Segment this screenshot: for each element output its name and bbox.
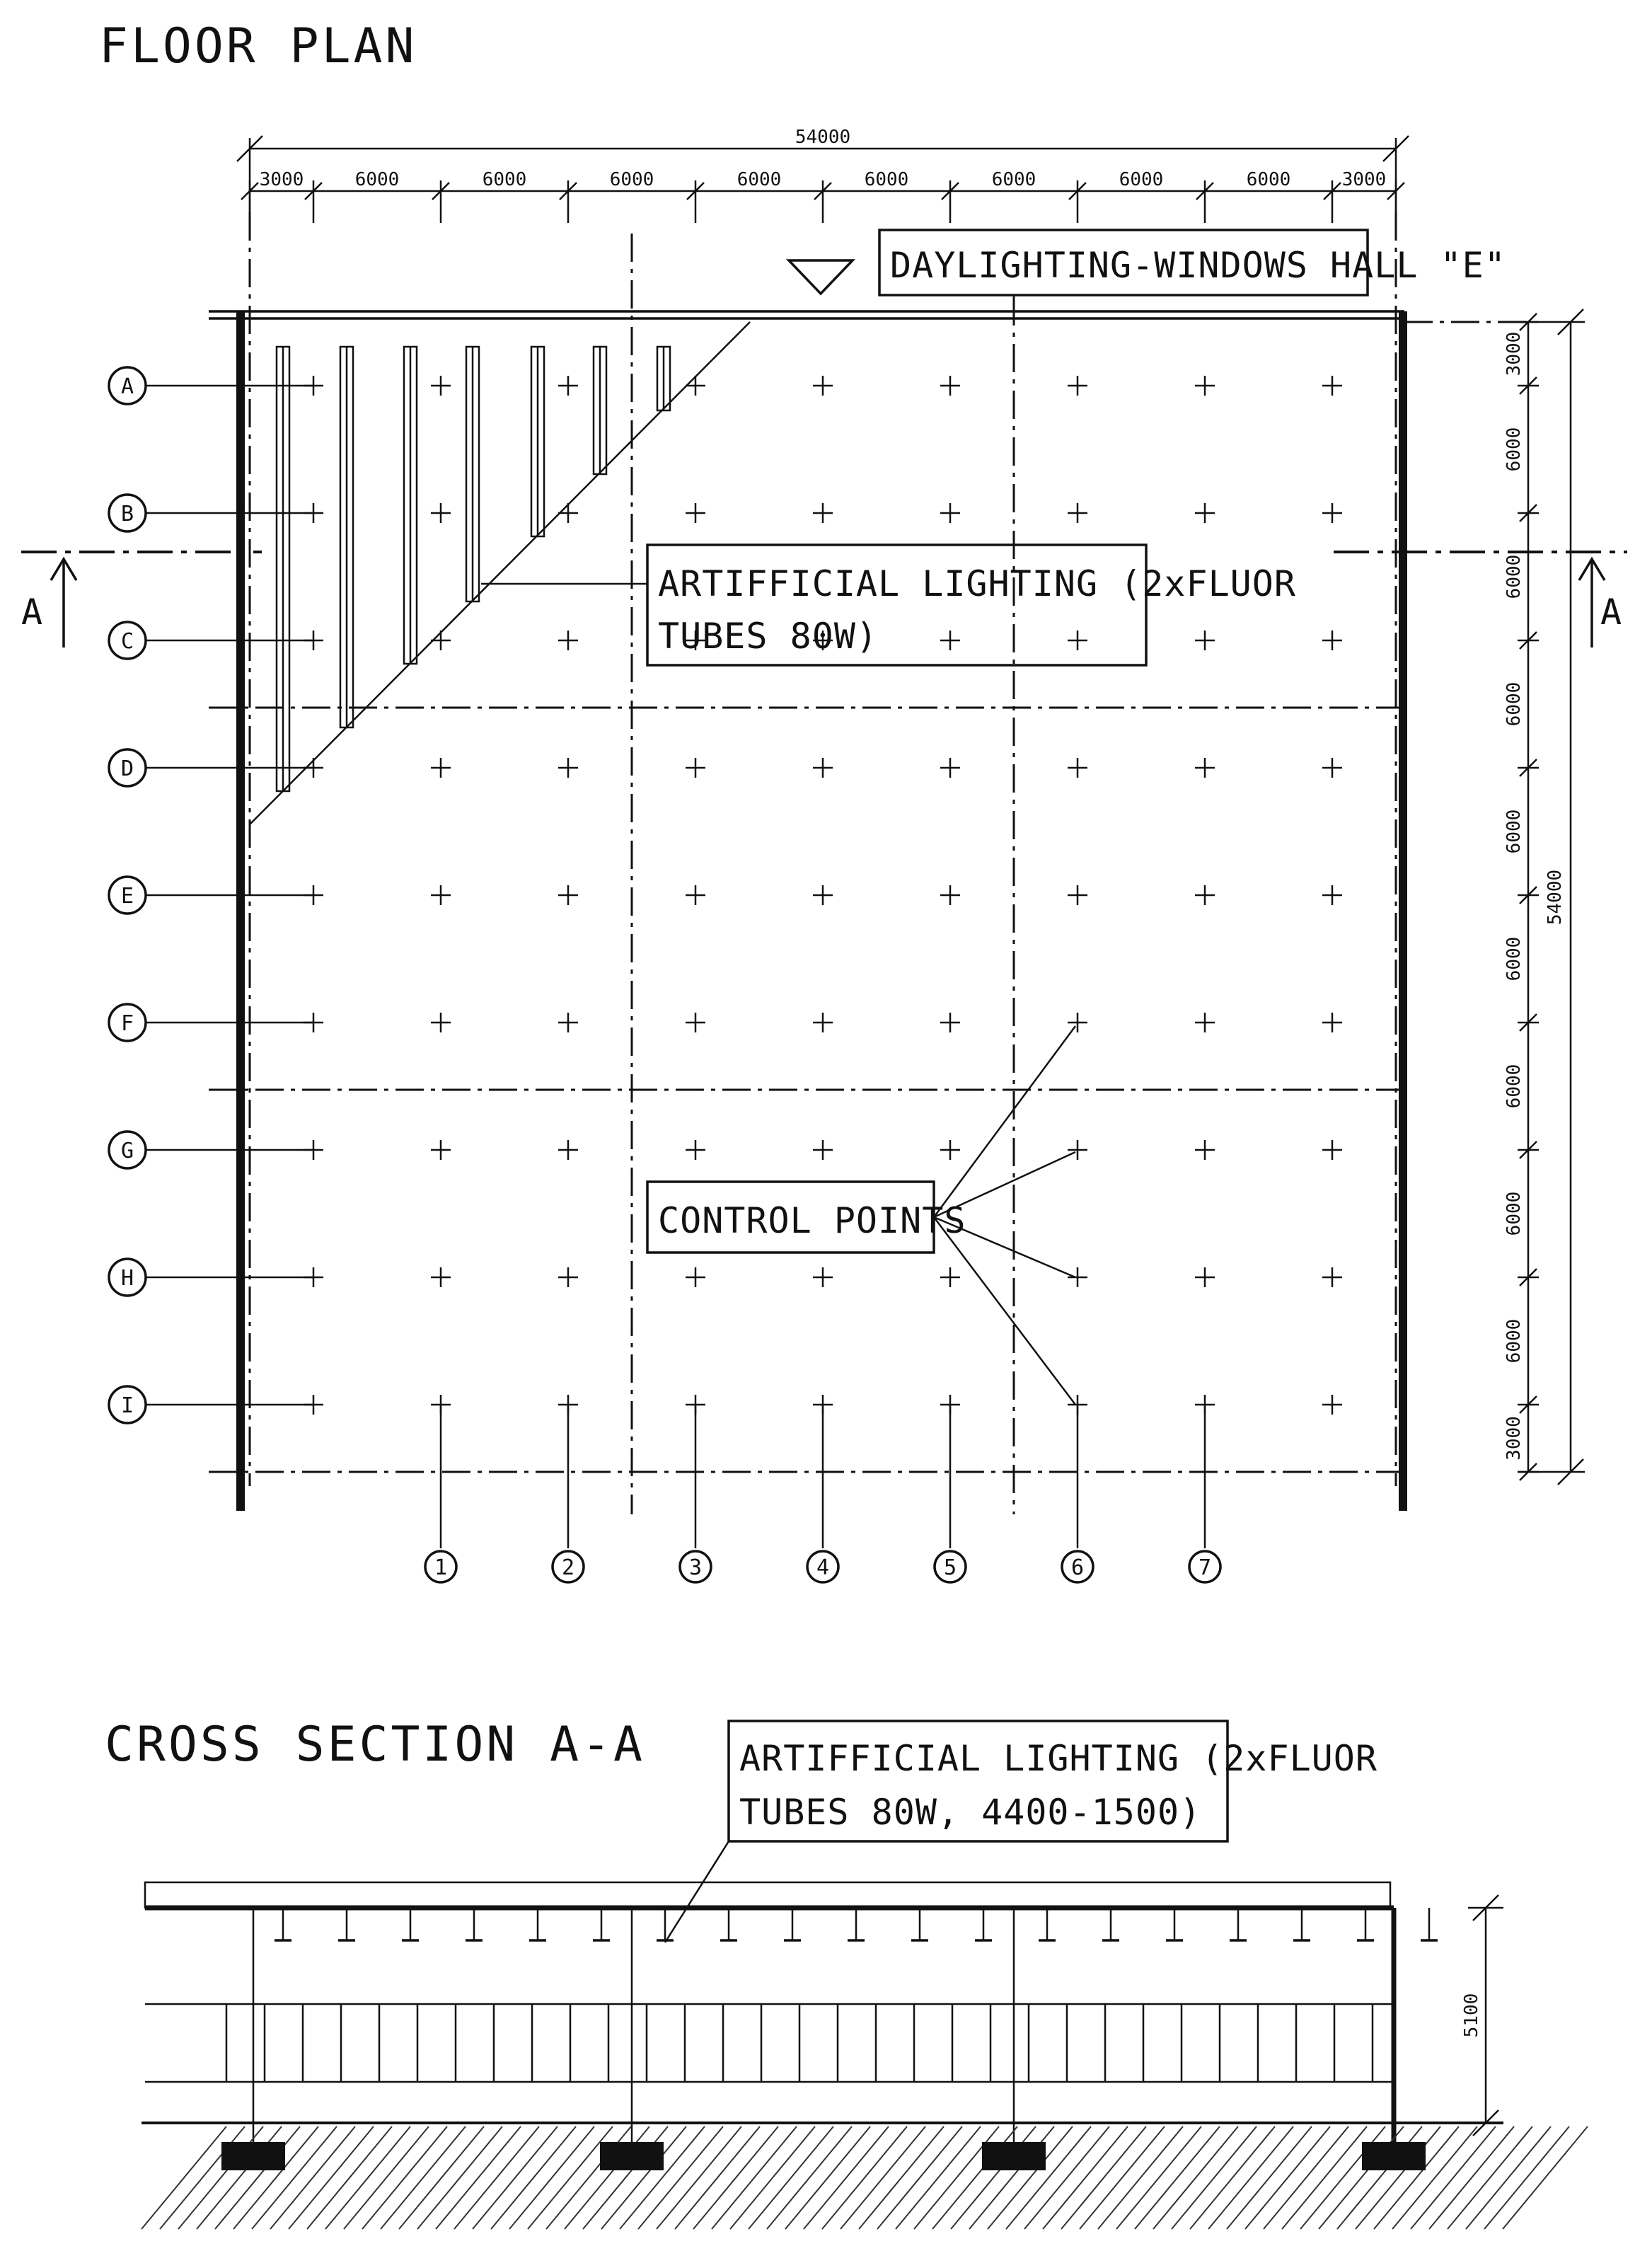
svg-text:A: A: [120, 374, 134, 399]
control-point: [304, 376, 323, 396]
control-point: [940, 758, 960, 778]
control-point: [1068, 376, 1087, 396]
control-point: [558, 503, 578, 523]
row-spacing-label: 6000: [1503, 1191, 1525, 1236]
pendant-luminaire: [593, 1908, 610, 1940]
control-point: [304, 1140, 323, 1160]
column-spacing-label: 6000: [991, 169, 1036, 190]
control-point: [1068, 885, 1087, 905]
column-grid-bubbles: [425, 1405, 1220, 1582]
footing: [1362, 2142, 1426, 2170]
pendant-luminaire: [1421, 1908, 1438, 1940]
column-spacing-label: 6000: [609, 169, 654, 190]
control-point: [558, 885, 578, 905]
control-point-grid: [304, 376, 1342, 1415]
column-spacing-label: 3000: [259, 169, 304, 190]
section-marker-left: A: [21, 592, 44, 633]
control-point: [686, 376, 705, 396]
svg-text:F: F: [120, 1011, 134, 1036]
control-point: [813, 1140, 833, 1160]
section-structure: [145, 1882, 1438, 2151]
row-spacing-label: 6000: [1503, 681, 1525, 727]
pendant-luminaire: [911, 1908, 928, 1940]
pendant-luminaire: [657, 1908, 674, 1940]
column-bubble-3: [680, 1405, 711, 1582]
control-point: [558, 1395, 578, 1415]
column-spacing-label: 3000: [1341, 169, 1387, 190]
control-point: [1322, 631, 1342, 650]
control-point: [940, 1267, 960, 1287]
control-point: [1068, 1140, 1087, 1160]
control-point: [1068, 503, 1087, 523]
pendant-luminaire: [975, 1908, 992, 1940]
top-dimension-chain: [237, 127, 1409, 223]
pendant-luminaire: [1293, 1908, 1310, 1940]
light-fixture: [340, 347, 353, 727]
row-spacing-label: 6000: [1503, 936, 1525, 981]
control-point: [813, 885, 833, 905]
right-dimension-chain: [1503, 309, 1585, 1485]
svg-text:G: G: [120, 1139, 134, 1163]
svg-text:3: 3: [688, 1555, 703, 1580]
control-point: [813, 1267, 833, 1287]
control-point: [304, 885, 323, 905]
building-outline: [209, 311, 1528, 1511]
pendant-luminaire: [720, 1908, 737, 1940]
artificial-lighting-label-line2: TUBES 80W): [658, 616, 879, 657]
column-bubble-1: [425, 1405, 456, 1582]
pendant-luminaire: [275, 1908, 291, 1940]
control-point: [304, 1395, 323, 1415]
pendant-luminaire: [466, 1908, 483, 1940]
svg-text:H: H: [120, 1266, 134, 1291]
control-point: [1195, 1267, 1215, 1287]
svg-text:6: 6: [1070, 1555, 1085, 1580]
column-bubble-2: [553, 1405, 584, 1582]
control-point: [940, 1140, 960, 1160]
control-point: [1322, 376, 1342, 396]
control-point: [431, 631, 451, 650]
control-point: [558, 758, 578, 778]
section-lighting-label-line2: TUBES 80W, 4400-1500): [739, 1792, 1202, 1833]
pendant-luminaire: [1039, 1908, 1056, 1940]
ground-and-footings: [141, 2123, 1588, 2229]
control-point: [1195, 631, 1215, 650]
svg-text:4: 4: [816, 1555, 830, 1580]
control-point: [558, 1140, 578, 1160]
row-spacing-label: 6000: [1503, 427, 1525, 472]
control-point: [686, 885, 705, 905]
svg-text:D: D: [120, 756, 134, 781]
control-point: [686, 1395, 705, 1415]
pendant-luminaire: [402, 1908, 419, 1940]
svg-text:B: B: [120, 502, 134, 526]
pendant-luminaire: [784, 1908, 801, 1940]
control-point: [1195, 758, 1215, 778]
artificial-lighting-callout: [481, 545, 1296, 665]
overall-width-label: 54000: [795, 127, 851, 148]
light-fixture: [531, 347, 544, 536]
column-spacing-label: 6000: [482, 169, 527, 190]
control-point: [1195, 1395, 1215, 1415]
control-point: [813, 376, 833, 396]
control-point: [1322, 758, 1342, 778]
control-point: [558, 1267, 578, 1287]
control-point: [940, 885, 960, 905]
artificial-lighting-label-line1: ARTIFFICIAL LIGHTING (2xFLUOR: [658, 563, 1296, 604]
control-point: [686, 1267, 705, 1287]
floor-plan-title: FLOOR PLAN: [99, 18, 417, 74]
control-point: [1322, 503, 1342, 523]
control-point: [1068, 631, 1087, 650]
column-spacing-label: 6000: [737, 169, 782, 190]
control-point: [1195, 376, 1215, 396]
light-fixture: [466, 347, 479, 601]
control-point: [1195, 503, 1215, 523]
control-point: [558, 376, 578, 396]
control-point: [1322, 1267, 1342, 1287]
control-point: [431, 376, 451, 396]
column-spacing-label: 6000: [1119, 169, 1164, 190]
control-point: [1322, 1140, 1342, 1160]
control-point: [940, 503, 960, 523]
column-bubble-4: [807, 1405, 838, 1582]
svg-text:E: E: [120, 884, 134, 909]
row-bubble-h: [109, 1259, 313, 1296]
row-bubble-f: [109, 1004, 313, 1041]
pendant-luminaire: [1102, 1908, 1119, 1940]
svg-text:7: 7: [1198, 1555, 1212, 1580]
control-point: [304, 631, 323, 650]
row-bubble-e: [109, 877, 313, 914]
row-bubble-g: [109, 1132, 313, 1168]
pendant-luminaire: [1230, 1908, 1247, 1940]
control-point: [1322, 1013, 1342, 1032]
pendant-luminaire: [848, 1908, 865, 1940]
row-spacing-label: 6000: [1503, 1064, 1525, 1109]
control-point: [1322, 885, 1342, 905]
control-point: [686, 503, 705, 523]
control-points-callout: [647, 1026, 1075, 1405]
row-spacing-label: 6000: [1503, 1318, 1525, 1364]
control-point: [940, 631, 960, 650]
control-point: [1195, 1013, 1215, 1032]
control-point: [1195, 885, 1215, 905]
control-point: [686, 1013, 705, 1032]
pendant-luminaire: [338, 1908, 355, 1940]
control-point: [1068, 1013, 1087, 1032]
pendant-luminaire: [1166, 1908, 1183, 1940]
control-point: [813, 1013, 833, 1032]
control-point: [1195, 1140, 1215, 1160]
control-point: [1068, 758, 1087, 778]
control-point: [304, 1013, 323, 1032]
control-point: [1068, 1267, 1087, 1287]
control-points-label: CONTROL POINTS: [658, 1200, 966, 1241]
control-point: [431, 1140, 451, 1160]
column-spacing-label: 6000: [1246, 169, 1291, 190]
control-point: [304, 758, 323, 778]
svg-text:5: 5: [943, 1555, 957, 1580]
row-spacing-label: 3000: [1503, 1416, 1525, 1461]
control-point: [304, 503, 323, 523]
pendant-luminaire: [529, 1908, 546, 1940]
column-bubble-6: [1062, 1405, 1093, 1582]
control-point: [813, 758, 833, 778]
pendant-luminaire: [1357, 1908, 1374, 1940]
svg-text:I: I: [120, 1393, 134, 1418]
column-spacing-label: 6000: [354, 169, 400, 190]
control-point: [431, 1267, 451, 1287]
control-point: [940, 1395, 960, 1415]
section-lighting-label-line1: ARTIFFICIAL LIGHTING (2xFLUOR: [739, 1738, 1377, 1779]
light-fixture: [277, 347, 289, 791]
control-point: [431, 885, 451, 905]
column-bubble-7: [1189, 1405, 1220, 1582]
row-spacing-label: 6000: [1503, 809, 1525, 854]
overall-height-label: 54000: [1544, 869, 1566, 926]
light-fixture: [657, 347, 670, 410]
control-point: [431, 758, 451, 778]
daylighting-label: DAYLIGHTING-WINDOWS HALL "E": [890, 245, 1506, 286]
light-fixture: [404, 347, 417, 664]
control-point: [940, 1013, 960, 1032]
row-bubble-i: [109, 1386, 313, 1423]
control-point: [1322, 1395, 1342, 1415]
row-spacing-label: 3000: [1503, 331, 1525, 376]
light-fixture: [594, 347, 606, 474]
control-point: [431, 1395, 451, 1415]
control-point: [558, 1013, 578, 1032]
control-point: [940, 376, 960, 396]
daylighting-windows-callout: [789, 230, 1506, 311]
control-point: [686, 1140, 705, 1160]
footing: [600, 2142, 664, 2170]
svg-text:2: 2: [561, 1555, 575, 1580]
control-point: [686, 758, 705, 778]
svg-text:C: C: [120, 629, 134, 654]
control-point: [431, 1013, 451, 1032]
svg-text:1: 1: [434, 1555, 448, 1580]
footing: [982, 2142, 1046, 2170]
control-point: [304, 1267, 323, 1287]
control-point: [813, 1395, 833, 1415]
column-bubble-5: [935, 1405, 966, 1582]
section-marker-right: A: [1600, 592, 1623, 633]
cross-section-title: CROSS SECTION A-A: [105, 1717, 645, 1773]
control-point: [558, 631, 578, 650]
section-height-label: 5100: [1461, 1993, 1482, 2038]
footing: [221, 2142, 285, 2170]
row-spacing-label: 6000: [1503, 554, 1525, 599]
column-spacing-label: 6000: [864, 169, 909, 190]
section-height-dimension: [1461, 1895, 1503, 2136]
control-point: [431, 503, 451, 523]
structural-grid-lines: [209, 212, 1408, 1514]
control-point: [813, 503, 833, 523]
